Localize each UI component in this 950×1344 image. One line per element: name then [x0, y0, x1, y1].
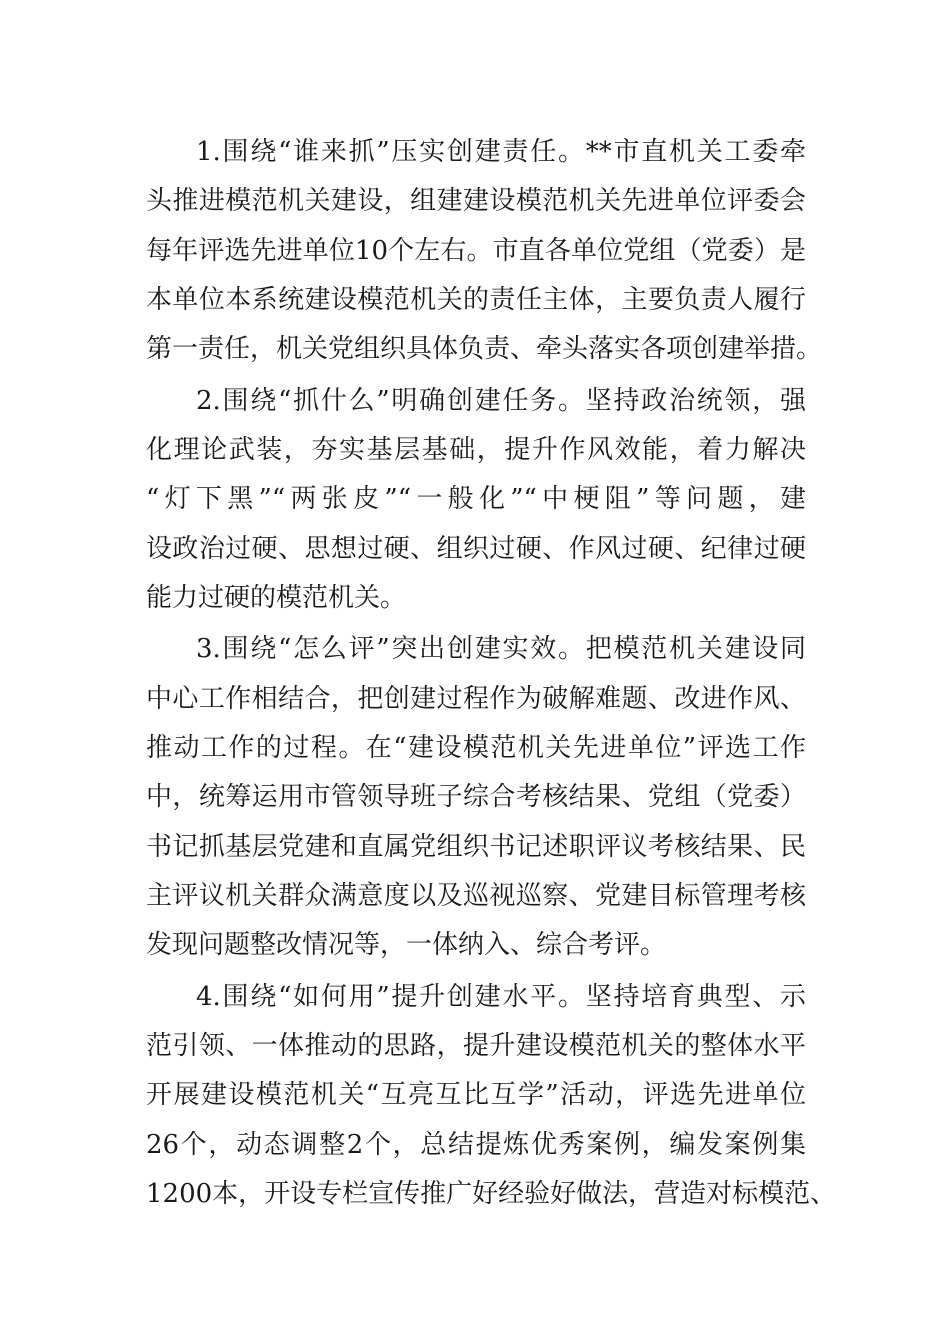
paragraph-3-line-3: 推动工作的过程。在“建设模范机关先进单位”评选工作 [146, 733, 806, 763]
paragraph-4-line-3: 开展建设模范机关“互亮互比互学”活动，评选先进单位 [146, 1080, 806, 1110]
paragraph-3-line-1: 3.围绕“怎么评”突出创建实效。把模范机关建设同 [196, 634, 806, 664]
paragraph-3-line-4: 中，统筹运用市管领导班子综合考核结果、党组（党委） [146, 782, 806, 812]
paragraph-2-line-5: 能力过硬的模范机关。 [146, 583, 407, 613]
paragraph-4-line-2: 范引领、一体推动的思路，提升建设模范机关的整体水平 [146, 1031, 806, 1061]
paragraph-1-line-4: 本单位本系统建设模范机关的责任主体，主要负责人履行 [146, 285, 806, 315]
paragraph-1-line-3: 每年评选先进单位10个左右。市直各单位党组（党委）是 [146, 236, 806, 266]
paragraph-3-line-5: 书记抓基层党建和直属党组织书记述职评议考核结果、民 [146, 832, 806, 862]
paragraph-3-line-6: 主评议机关群众满意度以及巡视巡察、党建目标管理考核 [146, 881, 806, 911]
paragraph-4-line-5: 1200本，开设专栏宣传推广好经验好做法，营造对标模范、 [146, 1179, 837, 1209]
paragraph-3-line-2: 中心工作相结合，把创建过程作为破解难题、改进作风、 [146, 684, 806, 714]
paragraph-4-line-1: 4.围绕“如何用”提升创建水平。坚持培育典型、示 [196, 982, 806, 1012]
paragraph-2-line-4: 设政治过硬、思想过硬、组织过硬、作风过硬、纪律过硬 [146, 534, 806, 564]
paragraph-1-line-2: 头推进模范机关建设，组建建设模范机关先进单位评委会 [146, 186, 806, 216]
paragraph-1-line-1: 1.围绕“谁来抓”压实创建责任。**市直机关工委牵 [196, 137, 806, 167]
paragraph-3-line-7: 发现问题整改情况等，一体纳入、综合考评。 [146, 930, 667, 960]
paragraph-2-line-1: 2.围绕“抓什么”明确创建任务。坚持政治统领，强 [196, 386, 806, 416]
paragraph-4-line-4: 26个，动态调整2个，总结提炼优秀案例，编发案例集 [146, 1130, 806, 1160]
paragraph-2-line-2: 化理论武装，夯实基层基础，提升作风效能，着力解决 [146, 435, 806, 465]
paragraph-1-line-5: 第一责任，机关党组织具体负责、牵头落实各项创建举措。 [146, 334, 823, 364]
paragraph-2-line-3: “灯下黑”“两张皮”“一般化”“中梗阻”等问题，建 [146, 484, 806, 514]
